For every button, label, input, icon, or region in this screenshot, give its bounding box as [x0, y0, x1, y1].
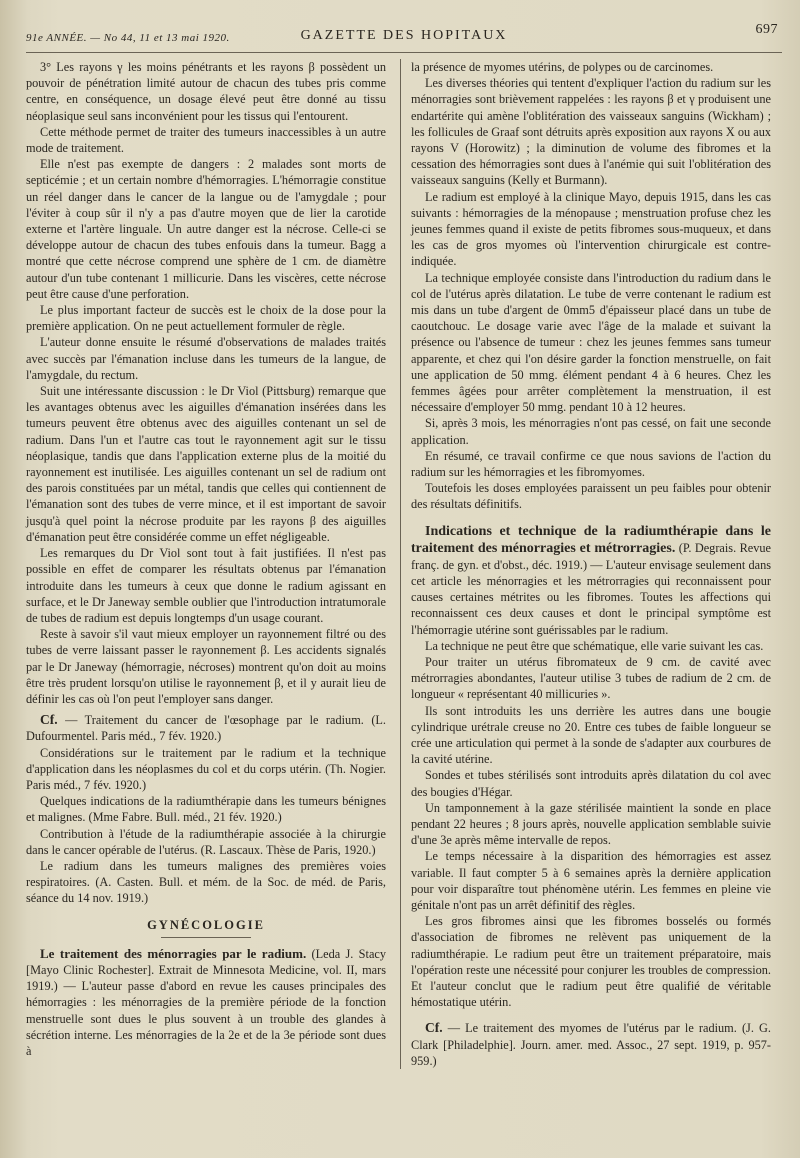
- reference: Le radium dans les tumeurs malignes des premières voies respiratoires. (A. Casten. Bull. et mém. de la Soc. de méd. de Paris, séance du 14 nov. 1919.): [26, 858, 386, 906]
- paragraph: Pour traiter un utérus fibromateux de 9 cm. de cavité avec métrorragies abondantes, l'auteur utilise 3 tubes de radium de 2 cm. de longueur « représentant 40 millicuries ».: [411, 654, 771, 702]
- paragraph: Reste à savoir s'il vaut mieux employer un rayonnement filtré ou des tubes de verre laissant passer le rayonnement β. Les accidents signalés par le Dr Janeway (hémorragie, nécroses) montrent qu'on doit au moins être très prudent lorsqu'on utilise le rayonnement β, et il y aurait lieu de définir les cas où l'on peut l'employer sans danger.: [26, 627, 386, 706]
- article-reference: (Leda J. Stacy [Mayo Clinic Rochester]. Extrait de Minnesota Medicine, vol. II, mars 1919.): [26, 946, 387, 994]
- cf-text: — Traitement du cancer de l'œsophage par le radium. (L. Dufourmentel. Paris méd., 7 fév. 1920.): [26, 713, 386, 744]
- paragraph: L'auteur donne ensuite le résumé d'observations de malades traités avec succès par l'émanation incluse dans les tumeurs de la langue, de l'amygdale, du rectum.: [26, 335, 386, 382]
- paragraph: Si, après 3 mois, les ménorragies n'ont pas cessé, on fait une seconde application.: [411, 416, 771, 447]
- paragraph: Les remarques du Dr Viol sont tout à fait justifiées. Il n'est pas possible en effet de comparer les résultats obtenus par l'émanation introduite dans les tumeurs à ceux que donne le radium agissant en surface, et le Dr Janeway semble oublier que l'introduction intratumorale de tubes de radium est depuis longtemps d'un usage courant.: [26, 546, 386, 625]
- cf-reference: [411, 1020, 771, 1069]
- paragraph: Cette méthode permet de traiter des tumeurs inaccessibles à un autre mode de traitement.: [26, 124, 386, 156]
- article-paragraph: [26, 946, 386, 1059]
- cf-reference: [26, 712, 386, 744]
- page-number: 697: [755, 22, 778, 37]
- column-rule: [400, 59, 401, 1069]
- paragraph: En résumé, ce travail confirme ce que nous savions de l'action du radium sur les hémorragies et les fibromyomes.: [411, 448, 771, 480]
- paragraph: Elle n'est pas exempte de dangers : 2 malades sont morts de septicémie ; et un certain nombre d'hémorragies. L'hémorragie constitue un réel danger dans le cancer de la langue ou de l'amygdale ; pour l'éviter à coup sûr il n'y a pas d'autre moyen que de lier la carotide externe et l'artère linguale. Un autre danger est la nécrose. Celle-ci se développe autour de chacun des tubes enfouis dans la tumeur. Bagg a montré que cette nécrose comprend une sphère de 1 cm. de diamètre autour d'un tube contenant 1 millicurie. Dans les viscères, cette nécrose peut être cause d'une perforation.: [26, 157, 386, 301]
- section-heading: GYNÉCOLOGIE: [26, 917, 386, 938]
- page-header: [26, 22, 782, 53]
- paragraph: Toutefois les doses employées paraissent un peu faibles pour obtenir des résultats définitifs.: [411, 481, 771, 512]
- cf-label: Cf.: [425, 1020, 443, 1036]
- paragraph: Suit une intéressante discussion : le Dr Viol (Pittsburg) remarque que les avantages obtenus avec les aiguilles d'émanation insérées dans les tumeurs peuvent être obtenus avec des aiguilles contenant un sel de radium. Dans l'un et l'autre cas tout le rayonnement agit sur le tissu néoplasique, tandis que dans l'application externe plus de la moitié du rayonnement est inutilisée. Les aiguilles contenant un sel de radium ont des parois constituées par un métal, tandis que celles qui contiennent de l'émanation sont des tubes de verre mince, et il est important de savoir jusqu'à quel point la nécrose produite par les rayons β des aiguilles d'émanation peut être considérée comme un effet négligeable.: [26, 384, 386, 544]
- paragraph: Un tamponnement à la gaze stérilisée maintient la sonde en place pendant 22 heures ; 8 jours après, nouvelle application semblable suivie d'une 3e après même intervalle de repos.: [411, 800, 771, 848]
- article-paragraph: [411, 523, 771, 638]
- reference: Contribution à l'étude de la radiumthérapie associée à la chirurgie dans le cancer opérable de l'utérus. (R. Lascaux. Thèse de Paris, 1920.): [26, 826, 386, 857]
- reference: Considérations sur le traitement par le radium et la technique d'application dans les néoplasmes du col et du corps utérin. (Th. Nogier. Paris méd., 7 fév. 1920.): [26, 745, 386, 792]
- left-column: [26, 59, 394, 1069]
- cf-label: Cf.: [40, 712, 58, 728]
- reference: Quelques indications de la radiumthérapie dans les tumeurs bénignes et malignes. (Mme Fabre. Bull. méd., 21 fév. 1920.): [26, 794, 386, 825]
- journal-title: GAZETTE DES HOPITAUX: [300, 28, 508, 43]
- cf-text: — Le traitement des myomes de l'utérus par le radium. (J. G. Clark [Philadelphie]. Journ. amer. med. Assoc., 27 sept. 1919, p. 957-959.): [411, 1021, 771, 1068]
- article-text: — L'auteur passe d'abord en revue les causes principales des hémorragies : les ménorragies de la première période de la fonction menstruelle sont dues le plus souvent à un trouble des glandes à sécrétion interne. Les ménorragies de la 2e et de la 3e période sont dues à: [26, 979, 386, 1058]
- article-text: — L'auteur envisage seulement dans cet article les ménorragies et les métrorragies qui reconnaissent pour causes certaines métrites ou les fibromes. Toutes les affections qui reconnaissent ces deux causes et dont le principal symptôme est l'hémorragie utérine sont guérissables par le radium.: [411, 557, 772, 637]
- paragraph: la présence de myomes utérins, de polypes ou de carcinomes.: [411, 60, 714, 74]
- columns: [26, 59, 782, 1069]
- paragraph: La technique employée consiste dans l'introduction du radium dans le col de l'utérus après dilatation. Le tube de verre contenant le radium est mis dans un tube d'argent de 0mm5 d'épaisseur placé dans un tube de caoutchouc. Le dosage varie avec l'âge de la malade et suivant la présence ou l'absence de tumeur : chez les jeunes femmes sans tumeur apparente, et chez qui l'on désire garder la fonction menstruelle, on fait une application de 50 mmg. élément pendant 4 à 6 heures. Chez les femmes âgées pour arrêter complètement la menstruation, il est nécessaire d'employer 50 mmg. pendant 10 à 12 heures.: [411, 270, 771, 415]
- paragraph: Les gros fibromes ainsi que les fibromes bosselés ou formés d'association de fibromes ne relèvent pas uniquement de la radiumthérapie. Le radium peut être un traitement préparatoire, mais l'opération reste une nécessité pour conjurer les troubles de compression. Et l'auteur conclut que le radium peut être qualifié de véritable hémostatique utérin.: [411, 914, 771, 1010]
- paragraph: 3° Les rayons γ les moins pénétrants et les rayons β possèdent un pouvoir de pénétration limité autour de chacun des tubes pris comme centre, en conséquence, un dosage élevé peut être donné au tissu néoplasique seul sans inconvénient pour les tissus qui l'entourent.: [26, 60, 386, 123]
- article-title: Indications et technique de la radiumthérapie dans le traitement des ménorragies et métrorragies.: [411, 523, 771, 556]
- paragraph: Le plus important facteur de succès est le choix de la dose pour la première application. On ne peut actuellement formuler de règle.: [26, 303, 386, 334]
- paragraph: Le radium est employé à la clinique Mayo, depuis 1915, dans les cas suivants : hémorragies de la ménopause ; menstruation profuse chez les jeunes femmes quand il existe de petits fibromes sous-muqueux, et dans les cas de gros myomes où l'intervention chirurgicale est contre-indiquée.: [411, 189, 771, 269]
- article-reference: (P. Degrais. Revue franç. de gyn. et d'obst., déc. 1919.): [411, 540, 771, 572]
- paragraph: Le temps nécessaire à la disparition des hémorragies est assez variable. Il faut compter 5 à 6 semaines après la dernière application pour voir disparaître tout phénomène utérin. Les femmes en pleine vie génitale n'ont pas un arrêt définitif des règles.: [411, 849, 771, 912]
- paragraph: La technique ne peut être que schématique, elle varie suivant les cas.: [425, 638, 764, 653]
- issue-line: 91e ANNÉE. — No 44, 11 et 13 mai 1920.: [26, 32, 230, 44]
- article-title: Le traitement des ménorragies par le radium.: [40, 945, 307, 961]
- paragraph: Ils sont introduits les uns derrière les autres dans une bougie cylindrique urétrale creuse no 20. Entre ces tubes de faible longueur se crée une articulation qui permet à la sonde de s'adapter aux courbures de la cavité utérine.: [411, 703, 771, 767]
- right-column: [407, 59, 771, 1069]
- paragraph: Sondes et tubes stérilisés sont introduits après dilatation du col avec des bougies d'Hégar.: [411, 768, 771, 799]
- paragraph: Les diverses théories qui tentent d'expliquer l'action du radium sur les ménorragies sont brièvement rappelées : les rayons β et γ produisent une endartérite qui amène l'oblitération des vaisseaux sanguins (Wickham) ; les follicules de Graaf sont détruits après exposition aux rayons X ou aux rayons V (Horowitz) ; la diminution de volume des fibromes et la cessation des hémorragies sont dues à l'anémie qui suit l'oblitération des vaisseaux sanguins (Kelly et Burmann).: [411, 76, 771, 188]
